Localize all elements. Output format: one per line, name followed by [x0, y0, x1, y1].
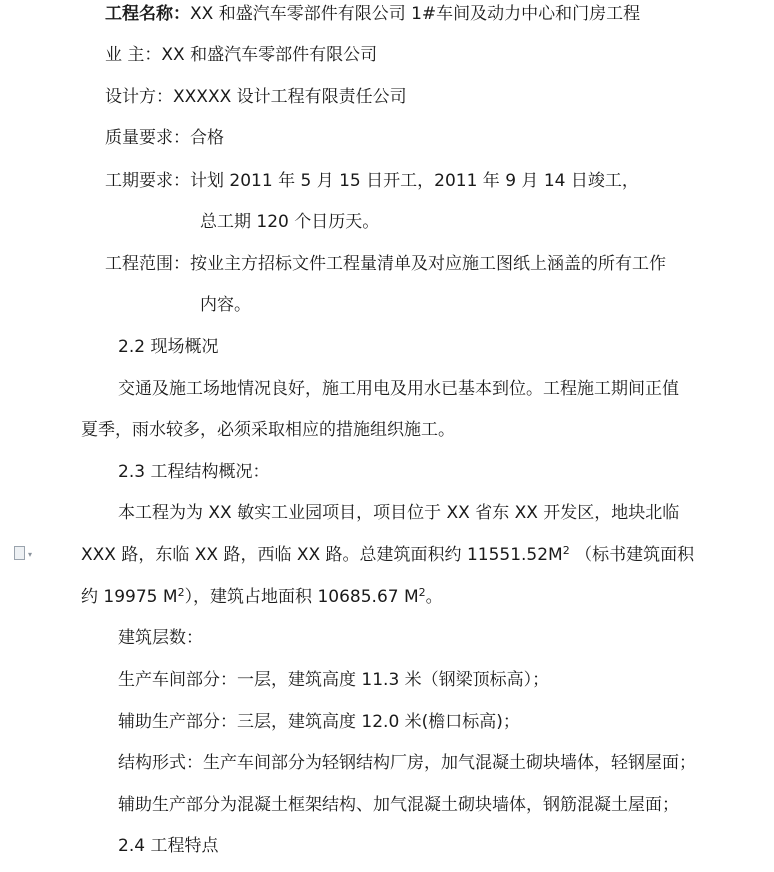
project-name-value: XX 和盛汽车零部件有限公司 1#车间及动力中心和门房工程 — [190, 4, 641, 24]
scope-line: 工程范围：按业主方招标文件工程量清单及对应施工图纸上涵盖的所有工作 — [105, 254, 666, 274]
schedule-line: 工期要求：计划 2011 年 5 月 15 日开工，2011 年 9 月 14 日竣工， — [105, 171, 639, 191]
structure-para-line-2: XXX 路，东临 XX 路，西临 XX 路。总建筑面积约 $11551.52M^2$ （标书建筑面积 — [81, 544, 695, 565]
section-2-2-heading: 2.2 现场概况 — [118, 337, 219, 357]
project-name-text — [105, 4, 640, 24]
aux-floors-line: 辅助生产部分：三层，建筑高度 12.0 米(檐口标高)； — [118, 712, 520, 732]
project-name-line — [105, 3, 640, 25]
owner-line: 业 主：XX 和盛汽车零部件有限公司 — [105, 45, 378, 65]
document-icon[interactable]: ▾ — [14, 546, 26, 560]
schedule-total-line: 总工期 120 个日历天。 — [200, 212, 380, 232]
structure-para-line-1: 本工程为为 XX 敏实工业园项目，项目位于 XX 省东 XX 开发区，地块北临 — [118, 503, 680, 523]
structure-form-line: 结构形式：生产车间部分为轻钢结构厂房，加气混凝土砌块墙体，轻钢屋面； — [118, 753, 696, 773]
section-2-3-heading: 2.3 工程结构概况： — [118, 462, 270, 482]
structure-para-line-3: 约 19975 $M^2$），建筑占地面积 10685.67 $M^2$。 — [81, 586, 443, 607]
quality-line: 质量要求：合格 — [105, 128, 224, 148]
site-para-line-1: 交通及施工场地情况良好，施工用电及用水已基本到位。工程施工期间正值 — [118, 379, 679, 399]
designer-line: 设计方：XXXXX 设计工程有限责任公司 — [105, 87, 407, 107]
project-name-label: 工程名称： — [105, 4, 190, 24]
site-para-line-2: 夏季，雨水较多，必须采取相应的措施组织施工。 — [81, 420, 455, 440]
scope-cont-line: 内容。 — [200, 295, 251, 315]
floors-heading: 建筑层数： — [118, 628, 203, 648]
aux-structure-line: 辅助生产部分为混凝土框架结构、加气混凝土砌块墙体，钢筋混凝土屋面； — [118, 795, 679, 815]
section-2-4-heading: 2.4 工程特点 — [118, 836, 219, 856]
workshop-floors-line: 生产车间部分：一层，建筑高度 11.3 米（钢梁顶标高）； — [118, 670, 550, 690]
